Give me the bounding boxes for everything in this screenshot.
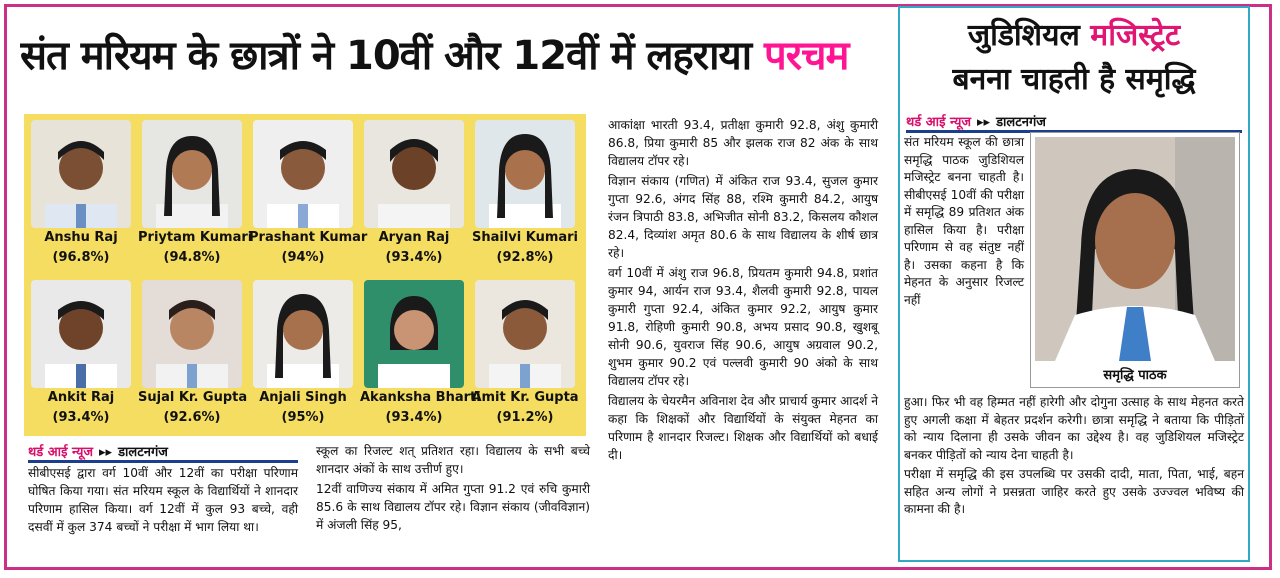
story-column-3 [608,116,878,466]
byline-arrows-icon: ▸▸ [977,115,991,130]
samriddhi-photo [1035,137,1235,361]
sidebar-title [900,14,1248,102]
student-name: Prashant Kumar [249,230,368,245]
feature-photo [1030,132,1240,388]
student-percent: (94%) [281,250,325,265]
paragraph: 12वीं वाणिज्य संकाय में अमित गुप्ता 91.2 एवं रुचि कुमारी 85.6 के साथ विद्यालय टॉपर रहे। विज्ञान संकाय (जीवविज्ञान) में अंजली सिंह 95, [316,482,590,532]
student-photo [475,120,575,228]
student-photo [31,120,131,228]
headline [20,14,890,98]
student-card [471,276,579,434]
sidebar-title-b: मजिस्ट्रेट [1090,18,1181,53]
student-percent: (93.4%) [385,410,443,425]
paragraph: हुआ। फिर भी वह हिम्मत नहीं हारेगी और दोगुना उत्साह के साथ मेहनत करते हुए अगली कक्षा में बेहतर प्रदर्शन करेगी। छात्रा समृद्धि ने बताया कि पीड़ितों को न्याय दिलाना ही उसके जीवन का उद्देश्य है। वह जुडिशियल मजिस्ट्रेट बनकर पीड़ितों को न्याय देना चाहती है। [904,395,1244,462]
byline-rule [28,460,298,463]
story-column-1 [28,464,298,538]
student-name: Amit Kr. Gupta [471,390,579,405]
student-name: Sujal Kr. Gupta [138,390,248,405]
sidebar-title-line2: बनना चाहती है समृद्धि [952,62,1196,97]
student-photo [364,120,464,228]
headline-accent: परचम [764,33,849,79]
paragraph: परीक्षा में समृद्धि की इस उपलब्धि पर उसकी दादी, माता, पिता, भाई, बहन सहित अन्य लोगों ने प्रसन्नता जाहिर करते हुए उसके उज्ज्वल भविष्य की कामना की है। [904,467,1244,516]
sidebar-body [904,394,1244,521]
student-card [27,276,135,434]
student-name: Shailvi Kumari [471,230,579,245]
paragraph: विज्ञान संकाय (गणित) में अंकित राज 93.4, सुजल कुमार गुप्ता 92.6, अंगद सिंह 88, रश्मि कुमारी 84.2, आयुष रंजन त्रिपाठी 83.8, अभिजीत सोनी 83.2, किसलय कौशल 82.4, दिव्यांश अमृत 80.6 के साथ विद्यालय के शीर्ष छात्र रहे। [608,174,878,260]
student-name: Anshu Raj [44,230,118,245]
sidebar-byline [906,112,1046,130]
student-card [138,116,253,274]
student-percent: (93.4%) [385,250,443,265]
student-photo [253,280,353,388]
student-photo [253,120,353,228]
student-photo [31,280,131,388]
student-name: Anjali Singh [259,390,347,405]
student-card [360,276,481,434]
byline-place: डालटनगंज [118,445,168,460]
paragraph: आकांक्षा भारती 93.4, प्रतीक्षा कुमारी 92.8, अंशु कुमारी 86.8, प्रिया कुमारी 85 और झलक राज 82 अंक के साथ विद्यालय टॉपर रहे। [608,118,878,168]
student-percent: (95%) [281,410,325,425]
byline-source: थर्ड आई न्यूज [906,115,972,130]
photo-caption: समृद्धि पाठक [1103,368,1167,383]
student-photo-grid [24,114,586,436]
student-photo [142,280,242,388]
student-name: Ankit Raj [47,390,115,405]
student-percent: (92.6%) [163,410,221,425]
student-card [471,116,579,274]
student-card [27,116,135,274]
student-percent: (96.8%) [52,250,110,265]
headline-main: संत मरियम के छात्रों ने 10वीं और 12वीं में लहराया [20,33,764,79]
student-card [138,276,246,434]
byline-place: डालटनगंज [996,115,1046,130]
student-percent: (94.8%) [163,250,221,265]
sidebar-intro [904,134,1024,311]
sidebar-title-a: जुडिशियल [967,18,1091,53]
student-name: Priytam Kumari [138,230,253,245]
student-card [249,276,357,434]
story-column-2 [316,442,590,536]
student-photo [142,120,242,228]
student-percent: (93.4%) [52,410,110,425]
student-card [249,116,368,274]
paragraph: वर्ग 10वीं में अंशु राज 96.8, प्रियतम कुमारी 94.8, प्रशांत कुमार 94, आर्यन राज 93.4, शैलवी कुमारी 92.8, पायल कुमारी गुप्ता 92.4, अंकित कुमार 92.2, आयुष कुमार 91.8, रोहिणी कुमारी 90.8, अभय प्रसाद 90.8, खुशबू सोनी 90.6, युवराज सिंह 90.6, आयुष अग्रवाल 90.2, शुभम कुमार 90.2 एवं पल्लवी कुमारी 90 अंको के साथ विद्यालय टॉपर रहे। [608,266,878,388]
main-byline [28,442,168,460]
student-percent: (92.8%) [496,250,554,265]
paragraph: संत मरियम स्कूल की छात्रा समृद्धि पाठक जुडिशियल मजिस्ट्रेट बनना चाहती है। सीबीएसई 10वीं की परीक्षा में समृद्धि 89 प्रतिशत अंक हासिल किया है। परीक्षा परिणाम से वह संतुष्ट नहीं है। उसका कहना है कि मेहनत के अनुसार रिजल्ट नहीं [904,135,1024,307]
paragraph: सीबीएसई द्वारा वर्ग 10वीं और 12वीं का परीक्षा परिणाम घोषित किया गया। संत मरियम स्कूल के विद्यार्थियों ने शानदार परिणाम हासिल किया। वर्ग 12वीं में कुल 93 बच्चे, वही दसवीं में कुल 374 बच्चों ने परीक्षा में भाग लिया था। [28,466,298,534]
paragraph: स्कूल का रिजल्ट शत् प्रतिशत रहा। विद्यालय के सभी बच्चे शानदार अंकों के साथ उत्तीर्ण हुए। [316,444,590,476]
paragraph: विद्यालय के चेयरमैन अविनाश देव और प्राचार्य कुमार आदर्श ने कहा कि शिक्षकों और विद्यार्थियों के संयुक्त मेहनत का परिणाम है शानदार रिजल्ट। शिक्षक और विद्यार्थियों को बधाई दी। [608,394,878,462]
byline-arrows-icon: ▸▸ [99,445,113,460]
student-percent: (91.2%) [496,410,554,425]
student-name: Akanksha Bharti [360,390,481,405]
student-card [360,116,468,274]
student-photo [475,280,575,388]
student-name: Aryan Raj [378,230,450,245]
byline-source: थर्ड आई न्यूज [28,445,94,460]
student-photo [364,280,464,388]
